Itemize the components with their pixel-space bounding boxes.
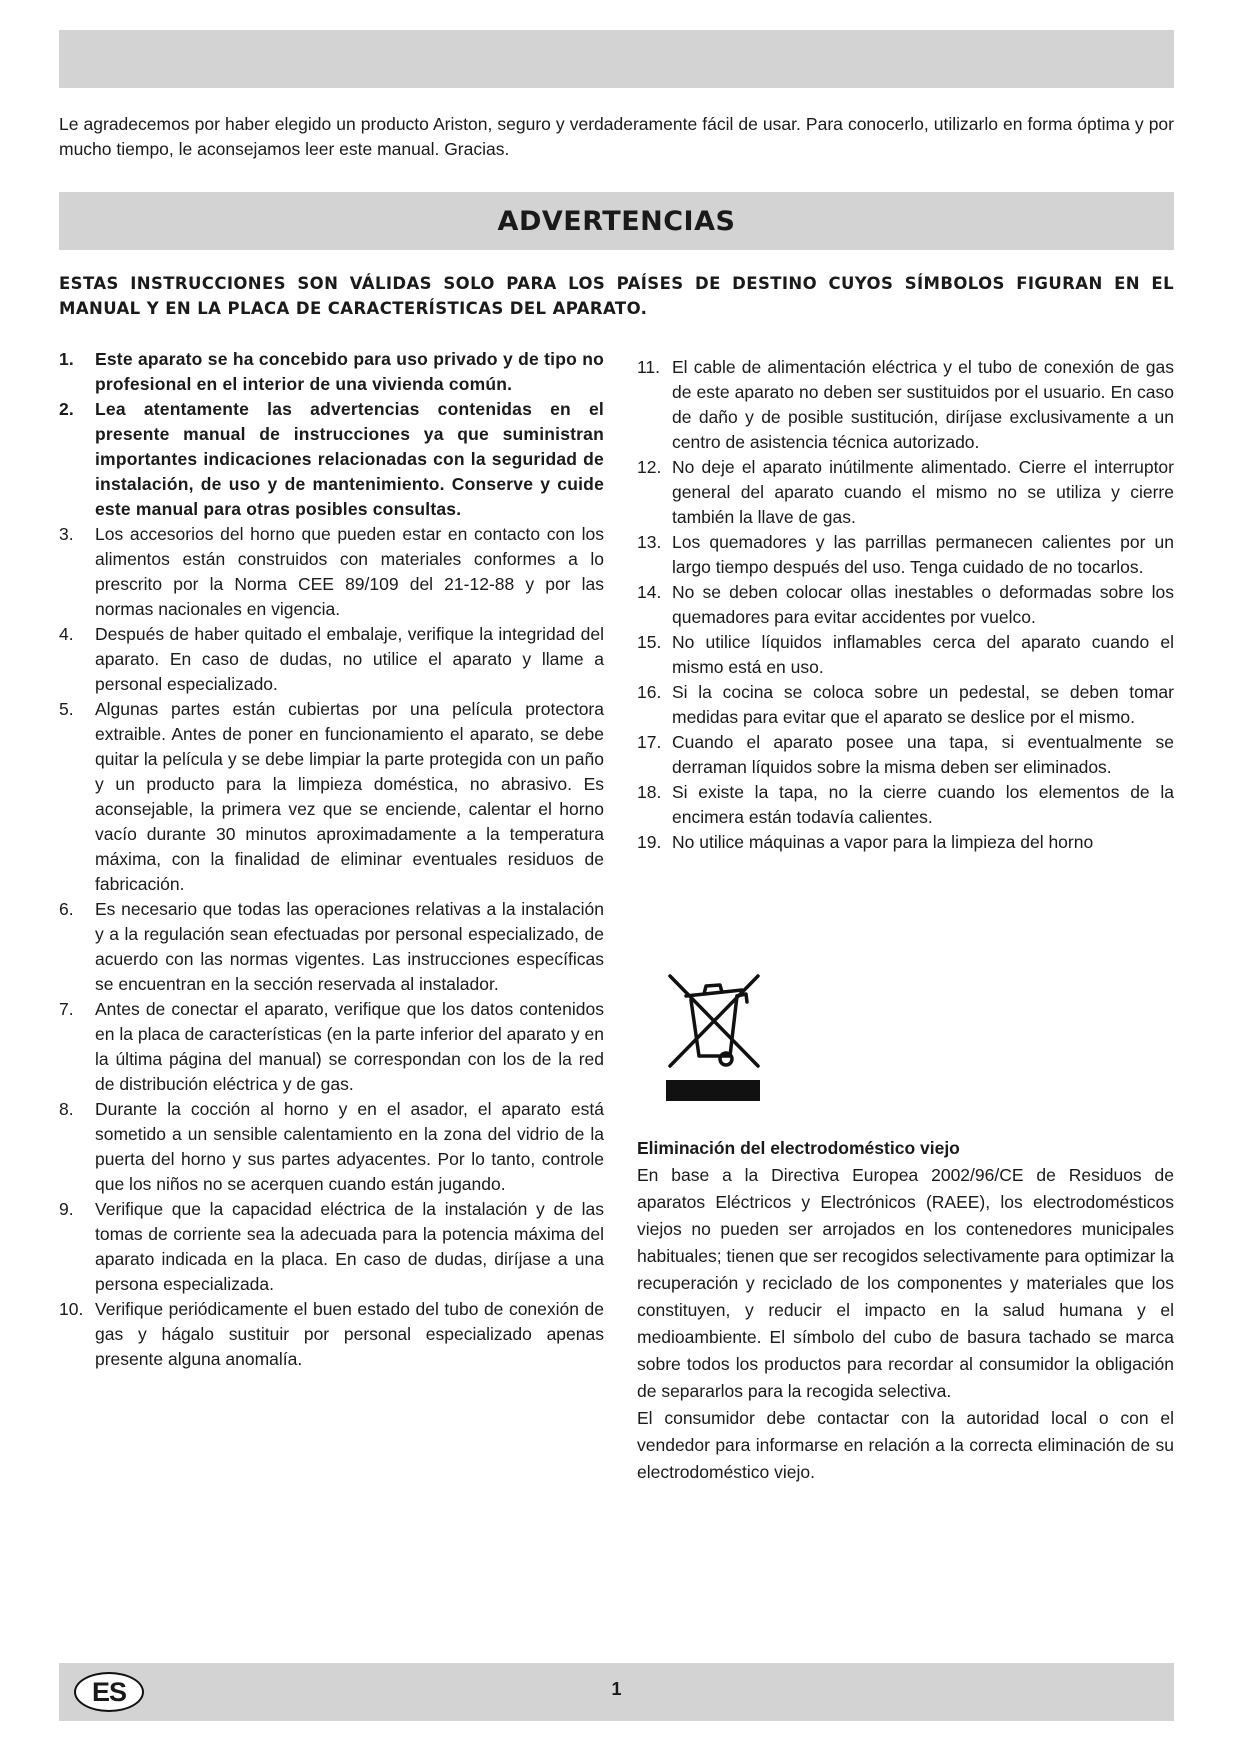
list-item: 10. Verifique periódicamente el buen estado del tubo de conexión de gas y hágalo sustituir por personal especializado apenas presente alguna anomalía. (59, 1299, 604, 1369)
disposal-title: Eliminación del electrodoméstico viejo (637, 1138, 960, 1158)
warnings-left-column (59, 347, 604, 1372)
disposal-section (637, 1135, 1174, 1486)
intro-text: Le agradecemos por haber elegido un producto Ariston, seguro y verdaderamente fácil de usar. Para conocerlo, utilizarlo en forma óptima y por mucho tiempo, le aconsejamos leer este manual. Gracias. (59, 114, 1174, 159)
list-item: 1. Este aparato se ha concebido para uso privado y de tipo no profesional en el interior de una vivienda común. (59, 349, 604, 394)
disposal-paragraph: En base a la Directiva Europea 2002/96/CE de Residuos de aparatos Eléctricos y Electrónicos (RAEE), los electrodomésticos viejos no pueden ser arrojados en los contenedores municipales habituales; tienen que ser recogidos selectivamente para optimizar la recuperación y reciclado de los componentes y materiales que los constituyen, y reducir el impacto en la salud humana y el medioambiente. El símbolo del cubo de basura tachado se marca sobre todos los productos para recordar al consumidor la obligación de separarlos para la recogida selectiva. (637, 1165, 1174, 1401)
list-item: 18. Si existe la tapa, no la cierre cuando los elementos de la encimera están todavía calientes. (637, 782, 1174, 827)
list-item: 14. No se deben colocar ollas inestables o deformadas sobre los quemadores para evitar accidentes por vuelco. (637, 582, 1174, 627)
header-bar (59, 30, 1174, 88)
list-item: 6. Es necesario que todas las operaciones relativas a la instalación y a la regulación sean efectuadas por personal especializado, de acuerdo con las normas vigentes. Las instrucciones específicas se encuentran en la sección reservada al instalador. (59, 899, 604, 994)
list-item: 4. Después de haber quitado el embalaje, verifique la integridad del aparato. En caso de dudas, no utilice el aparato y llame a personal especializado. (59, 624, 604, 694)
language-badge: ES (74, 1672, 144, 1712)
list-item: 5. Algunas partes están cubiertas por una película protectora extraible. Antes de poner en funcionamiento el aparato, se debe quitar la película y se debe limpiar la parte protegida con un paño y un producto para la limpieza doméstica, no abrasivo. Es aconsejable, la primera vez que se enciende, calentar el horno vacío durante 30 minutos aproximadamente a la temperatura máxima, con la finalidad de eliminar eventuales residuos de fabricación. (59, 699, 604, 894)
list-item: 15. No utilice líquidos inflamables cerca del aparato cuando el mismo está en uso. (637, 632, 1174, 677)
list-item: 8. Durante la cocción al horno y en el asador, el aparato está sometido a un sensible calentamiento en la zona del vidrio de la puerta del horno y sus partes adyacentes. Por lo tanto, controle que los niños no se acerquen cuando están jugando. (59, 1099, 604, 1194)
list-item: 7. Antes de conectar el aparato, verifique que los datos contenidos en la placa de características (en la parte inferior del aparato y en la última página del manual) se correspondan con los de la red de distribución eléctrica y de gas. (59, 999, 604, 1094)
footer-bar (59, 1663, 1174, 1721)
list-item: 3. Los accesorios del horno que pueden estar en contacto con los alimentos están construidos con materiales conformes a lo prescrito por la Norma CEE 89/109 del 21-12-88 y por las normas nacionales en vigencia. (59, 524, 604, 619)
list-item: 16. Si la cocina se coloca sobre un pedestal, se deben tomar medidas para evitar que el aparato se deslice por el mismo. (637, 682, 1174, 727)
list-item: 19. No utilice máquinas a vapor para la limpieza del horno (637, 832, 1094, 852)
list-item: 12. No deje el aparato inútilmente alimentado. Cierre el interruptor general del aparato cuando el mismo no se utiliza y cierre también la llave de gas. (637, 457, 1174, 527)
validity-notice: ESTAS INSTRUCCIONES SON VÁLIDAS SOLO PARA LOS PAÍSES DE DESTINO CUYOS SÍMBOLOS FIGURAN EN EL MANUAL Y EN LA PLACA DE CARACTERÍSTICAS DEL APARATO. (59, 274, 1174, 318)
section-title-bar (59, 192, 1174, 250)
list-item: 9. Verifique que la capacidad eléctrica de la instalación y de las tomas de corriente sea la adecuada para la potencia máxima del aparato indicada en la placa. En caso de dudas, diríjase a una persona especializada. (59, 1199, 604, 1294)
warnings-right-column (637, 355, 1174, 855)
disposal-paragraph: El consumidor debe contactar con la autoridad local o con el vendedor para informarse en relación a la correcta eliminación de su electrodoméstico viejo. (637, 1408, 1174, 1482)
crossed-out-wheelie-bin-icon (664, 970, 764, 1102)
section-title: ADVERTENCIAS (497, 205, 736, 237)
page-number: 1 (611, 1679, 622, 1699)
list-item: 17. Cuando el aparato posee una tapa, si eventualmente se derraman líquidos sobre la misma deben ser eliminados. (637, 732, 1174, 777)
list-item: 11. El cable de alimentación eléctrica y el tubo de conexión de gas de este aparato no deben ser sustituidos por el usuario. En caso de daño y de posible sustitución, diríjase exclusivamente a un centro de asistencia técnica autorizado. (637, 357, 1174, 452)
list-item: 13. Los quemadores y las parrillas permanecen calientes por un largo tiempo después del uso. Tenga cuidado de no tocarlos. (637, 532, 1174, 577)
list-item: 2. Lea atentamente las advertencias contenidas en el presente manual de instrucciones ya que suministran importantes indicaciones relacionadas con la seguridad de instalación, de uso y de mantenimiento. Conserve y cuide este manual para otras posibles consultas. (59, 399, 604, 519)
